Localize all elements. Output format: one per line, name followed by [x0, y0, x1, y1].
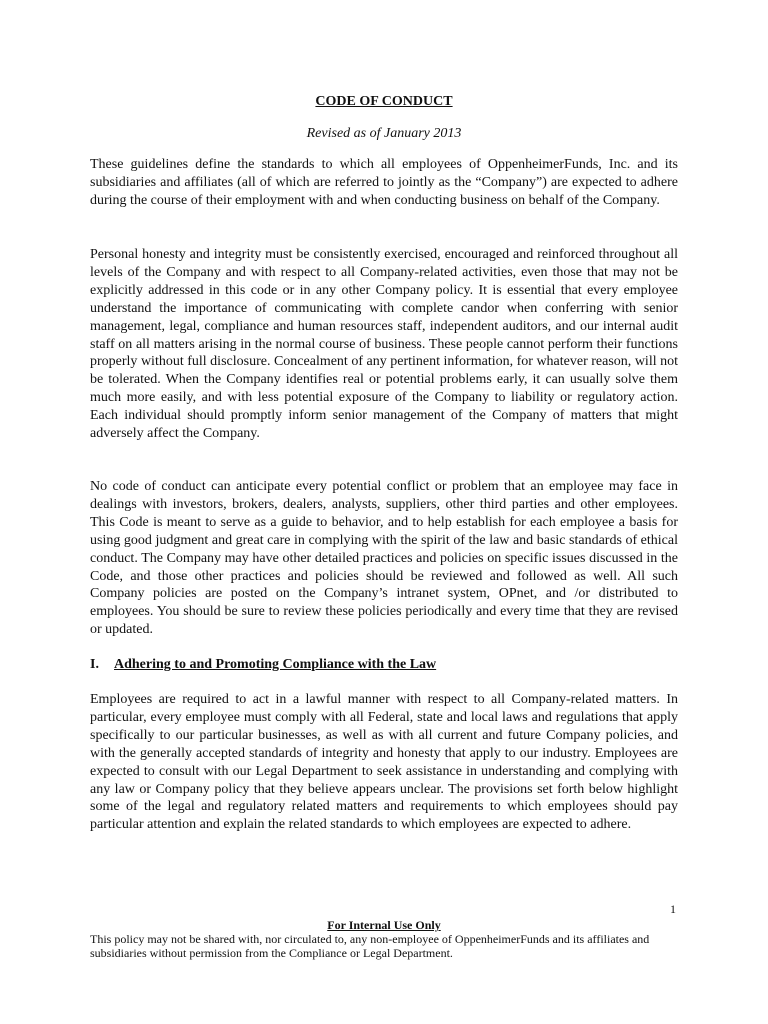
scope-paragraph: No code of conduct can anticipate every potential conflict or problem that an employee may face in dealings with investors, brokers, dealers, analysts, suppliers, other third parties and other employees. This Code is meant to serve as a guide to behavior, and to help establish for each employee a basis for using good judgment and great care in complying with the spirit of the law and basic standards of ethical conduct. The Company may have other detailed practices and policies on specific issues discussed in the Code, and those other practices and policies should be reviewed and followed as well. All such Company policies are posted on the Company’s intranet system, OPnet, and /or distributed to employees. You should be sure to review these policies periodically and every time that they are revised or updated. [90, 479, 678, 638]
section-title: Adhering to and Promoting Compliance with the Law [114, 657, 437, 672]
document-title: CODE OF CONDUCT [315, 94, 453, 109]
section-number: I. [90, 657, 99, 672]
honesty-paragraph: Personal honesty and integrity must be consistently exercised, encouraged and reinforced throughout all levels of the Company and with respect to all Company-related activities, even those that may not be explicitly addressed in this code or in any other Company policy. It is essential that every employee understand the importance of communicating with complete candor when conferring with senior management, legal, compliance and human resources staff, independent auditors, and our internal audit staff on all matters arising in the normal course of business. These people cannot perform their functions properly without full disclosure. Concealment of any pertinent information, for whatever reason, will not be tolerated. When the Company identifies real or potential problems early, it can usually solve them much more easily, and with less potential exposure of the Company to liability or regulatory action. Each individual should promptly inform senior management of the Company of matters that might adversely affect the Company. [90, 247, 678, 442]
page-number: 1 [670, 902, 676, 916]
section-heading [90, 656, 436, 674]
footer-notice: This policy may not be shared with, nor circulated to, any non-employee of OppenheimerFunds and its affiliates and subsidiaries without permission from the Compliance or Legal Department. [90, 932, 650, 960]
section-paragraph: Employees are required to act in a lawful manner with respect to all Company-related matters. In particular, every employee must comply with all Federal, state and local laws and regulations that apply specifically to our particular businesses, as well as with all current and future Company policies, and with the generally accepted standards of integrity and honesty that apply to our industry. Employees are expected to consult with our Legal Department to seek assistance in understanding and complying with any law or Company policy that they believe appears unclear. The provisions set forth below highlight some of the legal and regulatory related matters and requirements to which employees should pay particular attention and explain the related standards to which employees are expected to adhere. [90, 692, 678, 833]
revision-date: Revised as of January 2013 [306, 126, 462, 141]
footer-label: For Internal Use Only [327, 918, 441, 932]
intro-paragraph: These guidelines define the standards to which all employees of OppenheimerFunds, Inc. and its subsidiaries and affiliates (all of which are referred to jointly as the “Company”) are expected to adhere during the course of their employment with and when conducting business on behalf of the Company. [90, 157, 678, 208]
